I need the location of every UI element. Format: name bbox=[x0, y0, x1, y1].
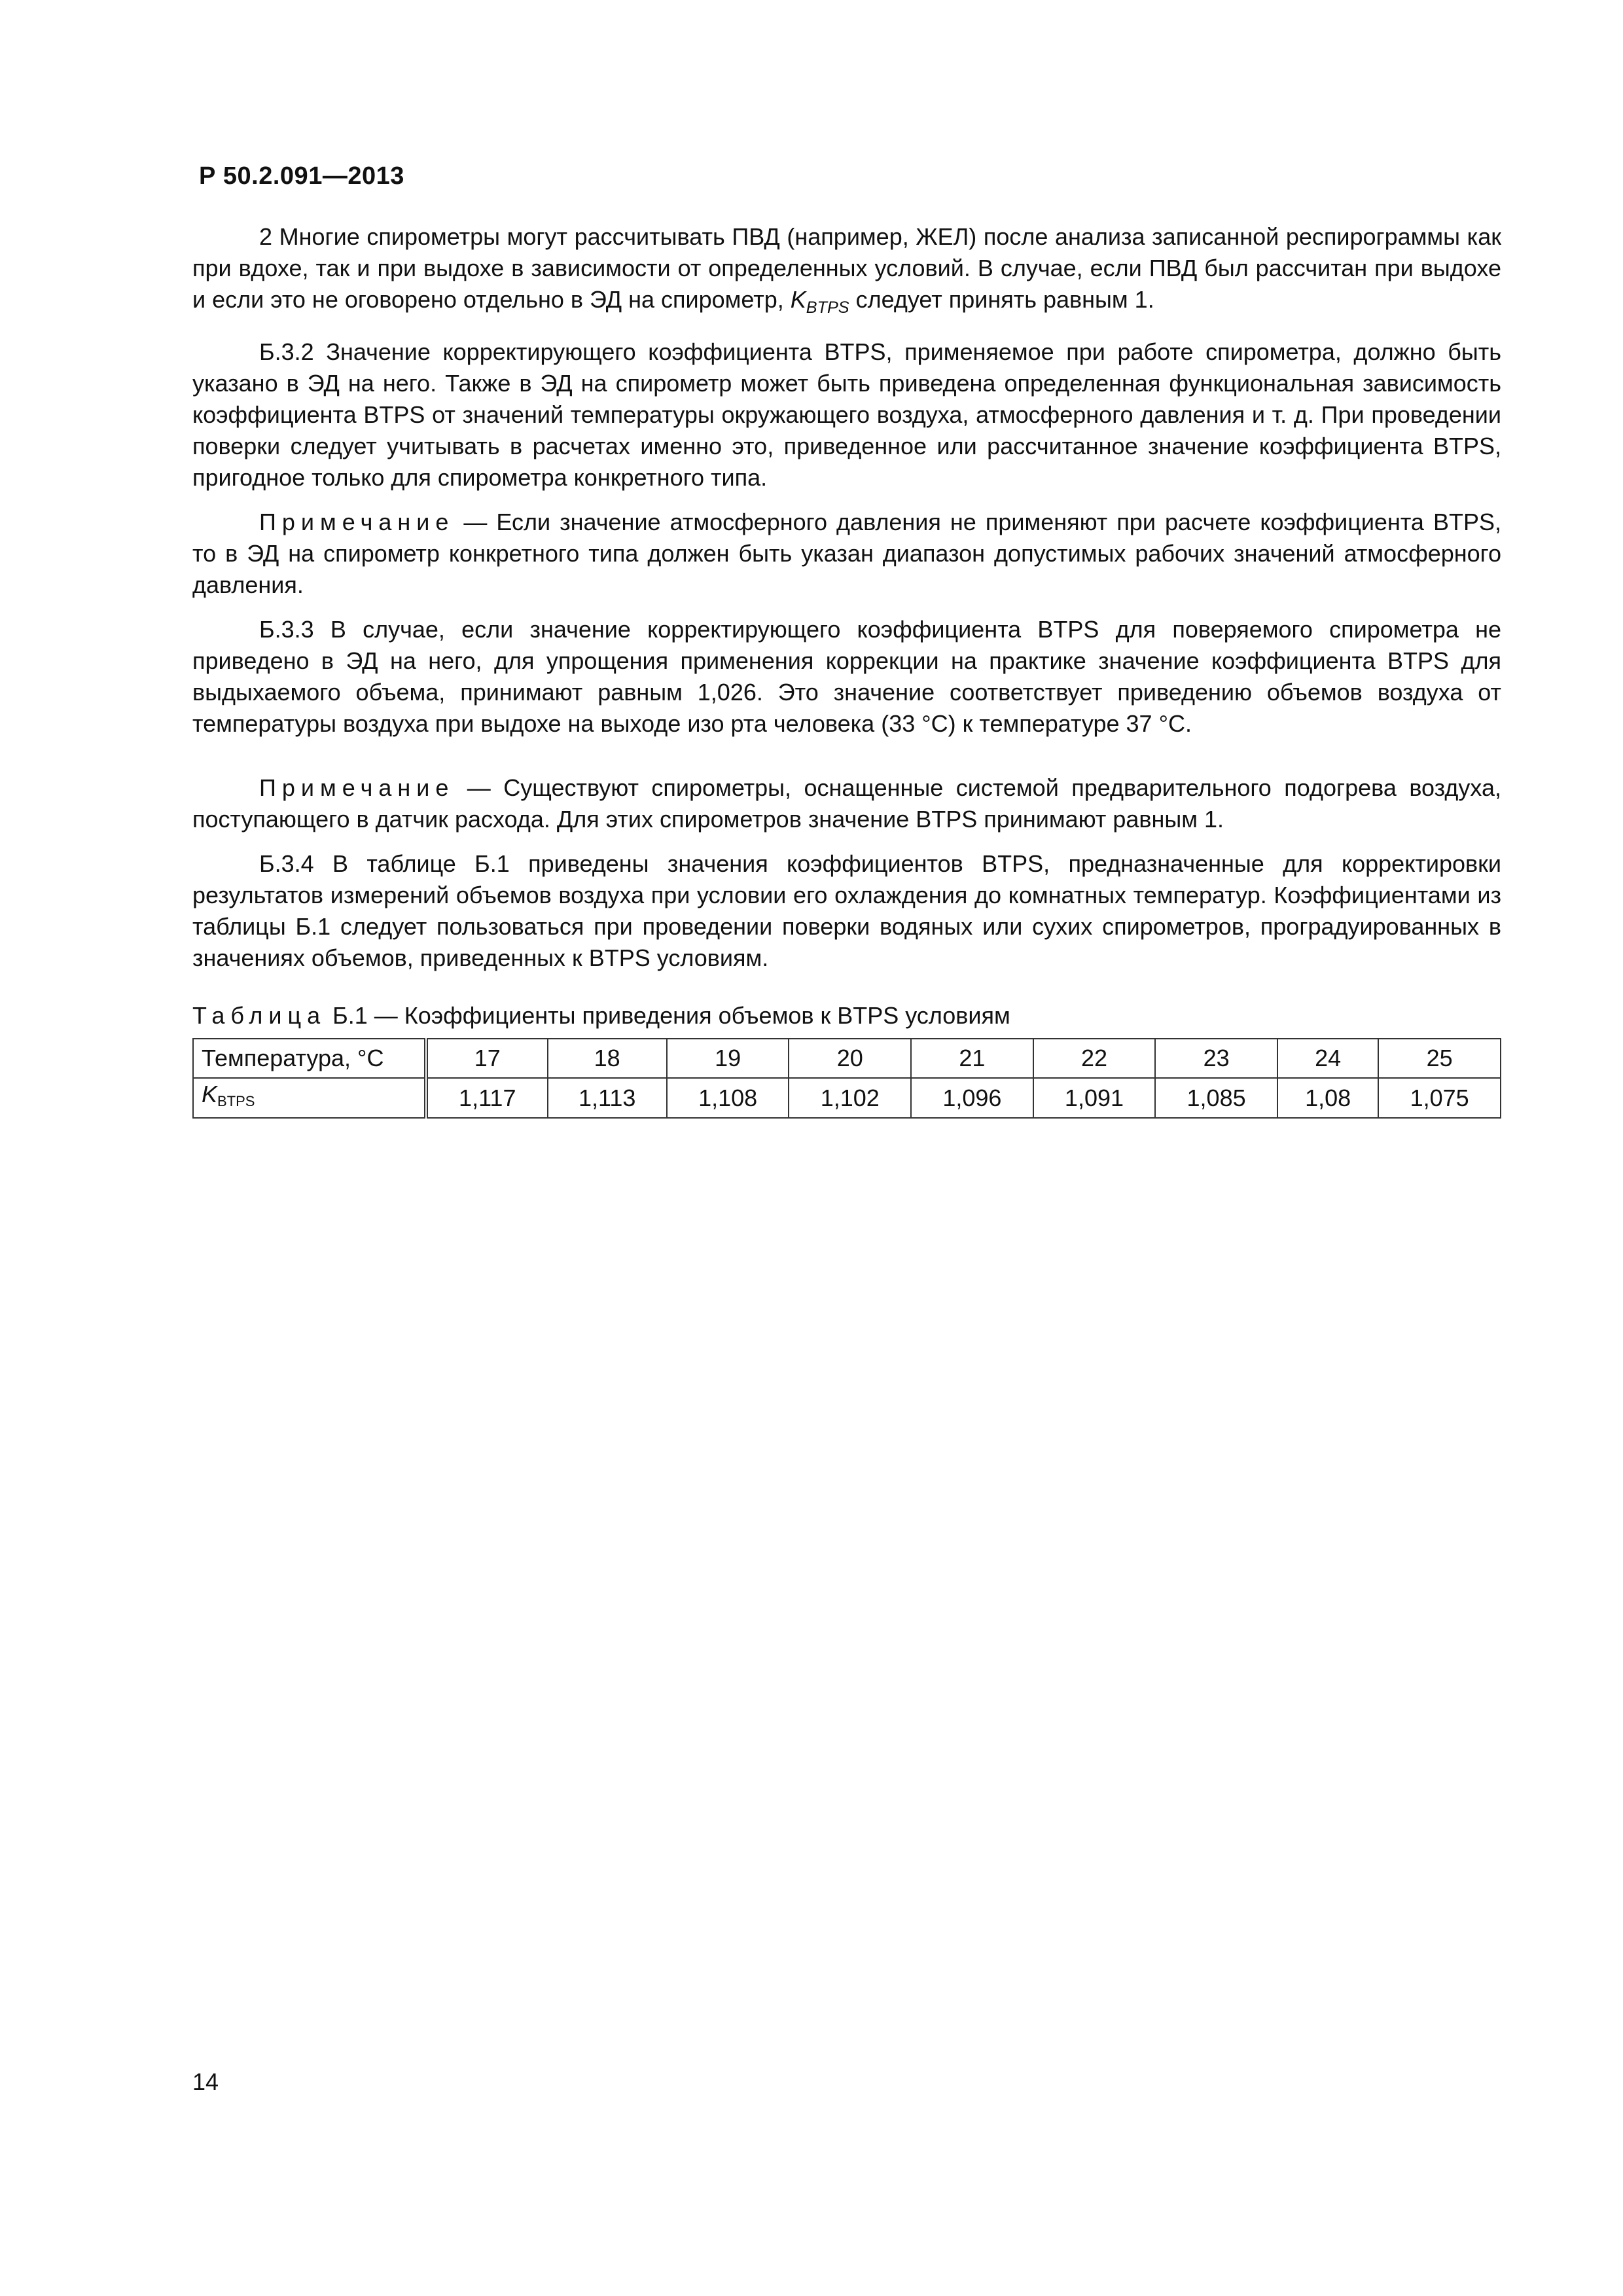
table-cell: 21 bbox=[911, 1039, 1033, 1078]
paragraph-b-3-4: Б.3.4 В таблице Б.1 приведены значения коэффициентов BTPS, предназначенные для корректировки результатов измерений объемов воздуха при условии его охлаждения до комнатных температур. Коэффициентами из таблицы Б.1 следует пользоваться при проведении поверки водяных или сухих спирометров, проградуированных в значениях объемов, приведенных к BTPS условиям. bbox=[192, 850, 1501, 971]
note-text: — Существуют спирометры, оснащенные системой предварительного подогрева воздуха, поступающего в датчик расхода. Для этих спирометров значение BTPS принимают равным 1. bbox=[192, 774, 1501, 833]
paragraph-text-end: следует принять равным 1. bbox=[849, 286, 1154, 313]
note-label: Примечание bbox=[259, 509, 455, 535]
page-content bbox=[192, 221, 1501, 1119]
table-cell: 19 bbox=[667, 1039, 789, 1078]
table-cell: 1,085 bbox=[1155, 1078, 1277, 1118]
paragraph-text: 2 Многие спирометры могут рассчитывать ПВД (например, ЖЕЛ) после анализа записанной респирограммы как при вдохе, так и при выдохе в зависимости от определенных условий. В случае, если ПВД был рассчитан при выдохе и если это не оговорено отдельно в ЭД на спирометр, bbox=[192, 223, 1501, 313]
table-caption-label: Таблица bbox=[192, 1002, 327, 1029]
table-cell: 1,096 bbox=[911, 1078, 1033, 1118]
table-cell: 18 bbox=[548, 1039, 667, 1078]
paragraph-b-3-3: Б.3.3 В случае, если значение корректирующего коэффициента BTPS для поверяемого спирометра не приведено в ЭД на него, для упрощения применения коррекции на практике значение коэффициента BTPS для выдыхаемого объема, принимают равным 1,026. Это значение соответствует приведению объемов воздуха от температуры воздуха при выдохе на выходе изо рта человека (33 °С) к температуре 37 °С. bbox=[192, 616, 1501, 737]
table-row-coefficient bbox=[193, 1078, 1501, 1118]
note-label: Примечание bbox=[259, 774, 455, 801]
table-cell: 1,102 bbox=[789, 1078, 911, 1118]
table-cell: 1,108 bbox=[667, 1078, 789, 1118]
table-cell: 1,075 bbox=[1378, 1078, 1501, 1118]
table-cell: 1,117 bbox=[426, 1078, 548, 1118]
paragraph-b-3-2: Б.3.2 Значение корректирующего коэффициента BTPS, применяемое при работе спирометра, должно быть указано в ЭД на него. Также в ЭД на спирометр может быть приведена определенная функциональная зависимость коэффициента BTPS от значений температуры окружающего воздуха, атмосферного давления и т. д. При проведении поверки следует учитывать в расчетах именно это, приведенное или рассчитанное значение коэффициента BTPS, пригодное только для спирометра конкретного типа. bbox=[192, 338, 1501, 491]
page-number: 14 bbox=[192, 2068, 219, 2095]
table-cell: 1,091 bbox=[1033, 1078, 1156, 1118]
table-caption bbox=[192, 1000, 1501, 1031]
table-cell: 22 bbox=[1033, 1039, 1156, 1078]
document-code: Р 50.2.091—2013 bbox=[199, 162, 404, 190]
row-header-k-btps bbox=[193, 1078, 426, 1118]
note-1 bbox=[192, 507, 1501, 601]
table-cell: 23 bbox=[1155, 1039, 1277, 1078]
table-cell: 1,08 bbox=[1277, 1078, 1378, 1118]
table-cell: 1,113 bbox=[548, 1078, 667, 1118]
k-btps-symbol: $K_{BTPS}$ bbox=[790, 286, 849, 317]
table-cell: 20 bbox=[789, 1039, 911, 1078]
note-2 bbox=[192, 772, 1501, 835]
table-cell: 17 bbox=[426, 1039, 548, 1078]
paragraph-note-2 bbox=[192, 221, 1501, 323]
row-header-temperature: Температура, °С bbox=[193, 1039, 426, 1078]
table-cell: 24 bbox=[1277, 1039, 1378, 1078]
note-text: — Если значение атмосферного давления не применяют при расчете коэффициента BTPS, то в ЭД на спирометр конкретного типа должен быть указан диапазон допустимых рабочих значений атмосферного давления. bbox=[192, 509, 1501, 598]
table-caption-text: Б.1 — Коэффициенты приведения объемов к BTPS условиям bbox=[326, 1002, 1010, 1029]
table-row-temperature bbox=[193, 1039, 1501, 1078]
k-subscript: BTPS bbox=[217, 1093, 255, 1109]
btps-coefficient-table bbox=[192, 1038, 1501, 1119]
k-symbol: K bbox=[202, 1081, 218, 1107]
table-cell: 25 bbox=[1378, 1039, 1501, 1078]
